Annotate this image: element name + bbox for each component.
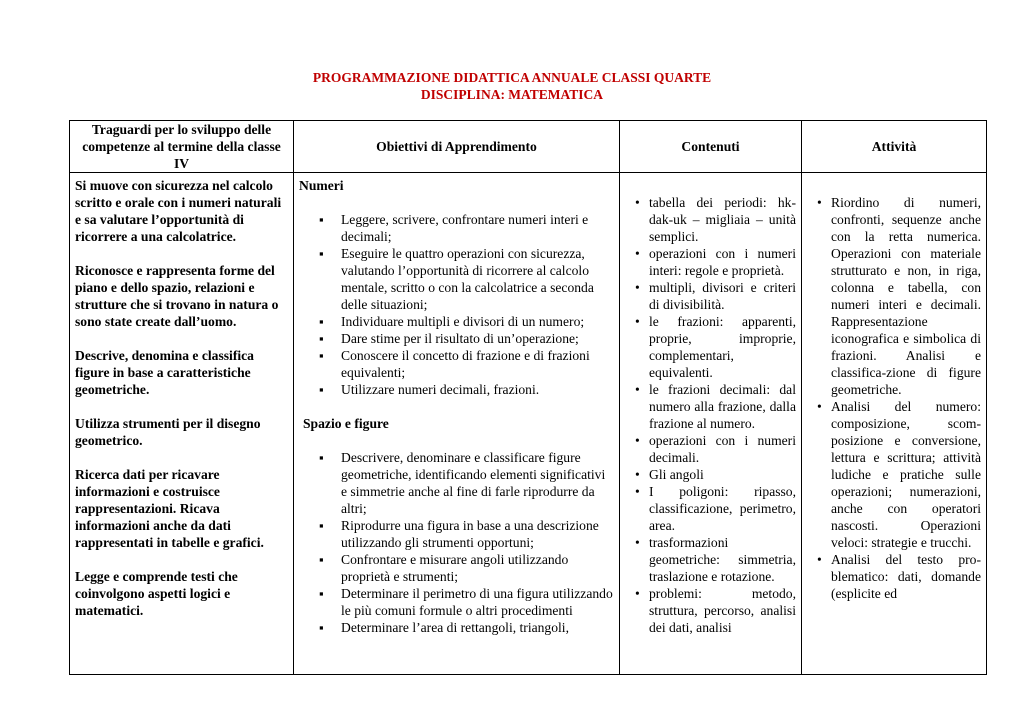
section-title-spazio: Spazio e figure <box>303 416 389 431</box>
header-traguardi: Traguardi per lo sviluppo delle competenze al termine della classe IV <box>70 121 294 173</box>
list-item: ▪ Descrivere, denominare e classificare figure geometriche, identificando elementi significativi e simmetrie anche al fine di farle riprodurre da altri; <box>341 449 614 517</box>
traguardo-item: Riconosce e rappresenta forme del piano e dello spazio, relazioni e strutture che si trovano in natura o sono state create dall’uomo. <box>75 263 279 329</box>
list-item: • le frazioni: apparenti, proprie, improprie, complementari, equivalenti. <box>649 313 796 381</box>
contenuti-list <box>625 194 796 636</box>
document-title: PROGRAMMAZIONE DIDATTICA ANNUALE CLASSI QUARTE <box>312 70 712 85</box>
contenuti-cell <box>620 173 802 675</box>
list-item: ▪ Utilizzare numeri decimali, frazioni. <box>341 381 614 398</box>
list-item: ▪ Individuare multipli e divisori di un numero; <box>341 313 614 330</box>
list-item: ▪ Riprodurre una figura in base a una descrizione utilizzando gli strumenti opportuni; <box>341 517 614 551</box>
list-item: • I poligoni: ripasso, classificazione, perimetro, area. <box>649 483 796 534</box>
section-title-numeri: Numeri <box>299 178 344 193</box>
list-item: • operazioni con i numeri decimali. <box>649 432 796 466</box>
list-item: ▪ Determinare l’area di rettangoli, triangoli, <box>341 619 614 636</box>
traguardo-item: Legge e comprende testi che coinvolgono aspetti logici e matematici. <box>75 569 238 618</box>
list-item: ▪ Eseguire le quattro operazioni con sicurezza, valutando l’opportunità di ricorrere al calcolo mentale, scritto o con la calcolatrice a seconda delle situazioni; <box>341 245 614 313</box>
document-subtitle: DISCIPLINA: MATEMATICA <box>420 87 604 102</box>
spazio-list <box>299 449 614 636</box>
table-header-row <box>70 121 987 173</box>
traguardo-item: Si muove con sicurezza nel calcolo scritto e orale con i numeri naturali e sa valutare l’opportunità di ricorrere a una calcolatrice. <box>75 178 282 244</box>
list-item: • multipli, divisori e criteri di divisibilità. <box>649 279 796 313</box>
list-item: • le frazioni decimali: dal numero alla frazione, dalla frazione al numero. <box>649 381 796 432</box>
numeri-list <box>299 211 614 398</box>
obiettivi-cell <box>294 173 620 675</box>
header-attivita: Attività <box>802 121 987 173</box>
list-item: • Gli angoli <box>649 466 796 483</box>
traguardo-item: Ricerca dati per ricavare informazioni e costruisce rappresentazioni. Ricava informazioni anche da dati rappresentati in tabelle e grafici. <box>75 467 264 550</box>
programmazione-table <box>69 120 987 675</box>
header-contenuti: Contenuti <box>620 121 802 173</box>
attivita-cell <box>802 173 987 675</box>
header-obiettivi: Obiettivi di Apprendimento <box>294 121 620 173</box>
table-body-row <box>70 173 987 675</box>
list-item: • Analisi del testo pro-blematico: dati, domande (esplicite ed <box>831 551 981 602</box>
list-item: ▪ Dare stime per il risultato di un’operazione; <box>341 330 614 347</box>
attivita-list <box>807 194 981 602</box>
list-item: • Analisi del numero: composizione, scom-posizione e conversione, lettura e scrittura; attività ludiche e pratiche sulle operazioni; numerazioni, anche con operatori nascosti. Operazioni veloci: strategie e trucchi. <box>831 398 981 551</box>
list-item: ▪ Leggere, scrivere, confrontare numeri interi e decimali; <box>341 211 614 245</box>
traguardo-item: Descrive, denomina e classifica figure in base a caratteristiche geometriche. <box>75 348 254 397</box>
list-item: • problemi: metodo, struttura, percorso, analisi dei dati, analisi <box>649 585 796 636</box>
list-item: • trasformazioni geometriche: simmetria, traslazione e rotazione. <box>649 534 796 585</box>
list-item: • tabella dei periodi: hk-dak-uk – migliaia – unità semplici. <box>649 194 796 245</box>
list-item: ▪ Conoscere il concetto di frazione e di frazioni equivalenti; <box>341 347 614 381</box>
traguardi-cell <box>70 173 294 675</box>
list-item: ▪ Determinare il perimetro di una figura utilizzando le più comuni formule o altri procedimenti <box>341 585 614 619</box>
document-header <box>0 69 1024 103</box>
list-item: • Riordino di numeri, confronti, sequenze anche con la retta numerica. Operazioni con materiale strutturato e non, in riga, colonna e tabella, con numeri interi e decimali. Rappresentazione iconografica e simbolica di frazioni. Analisi e classifica-zione di figure geometriche. <box>831 194 981 398</box>
list-item: • operazioni con i numeri interi: regole e proprietà. <box>649 245 796 279</box>
list-item: ▪ Confrontare e misurare angoli utilizzando proprietà e strumenti; <box>341 551 614 585</box>
traguardo-item: Utilizza strumenti per il disegno geometrico. <box>75 416 261 448</box>
